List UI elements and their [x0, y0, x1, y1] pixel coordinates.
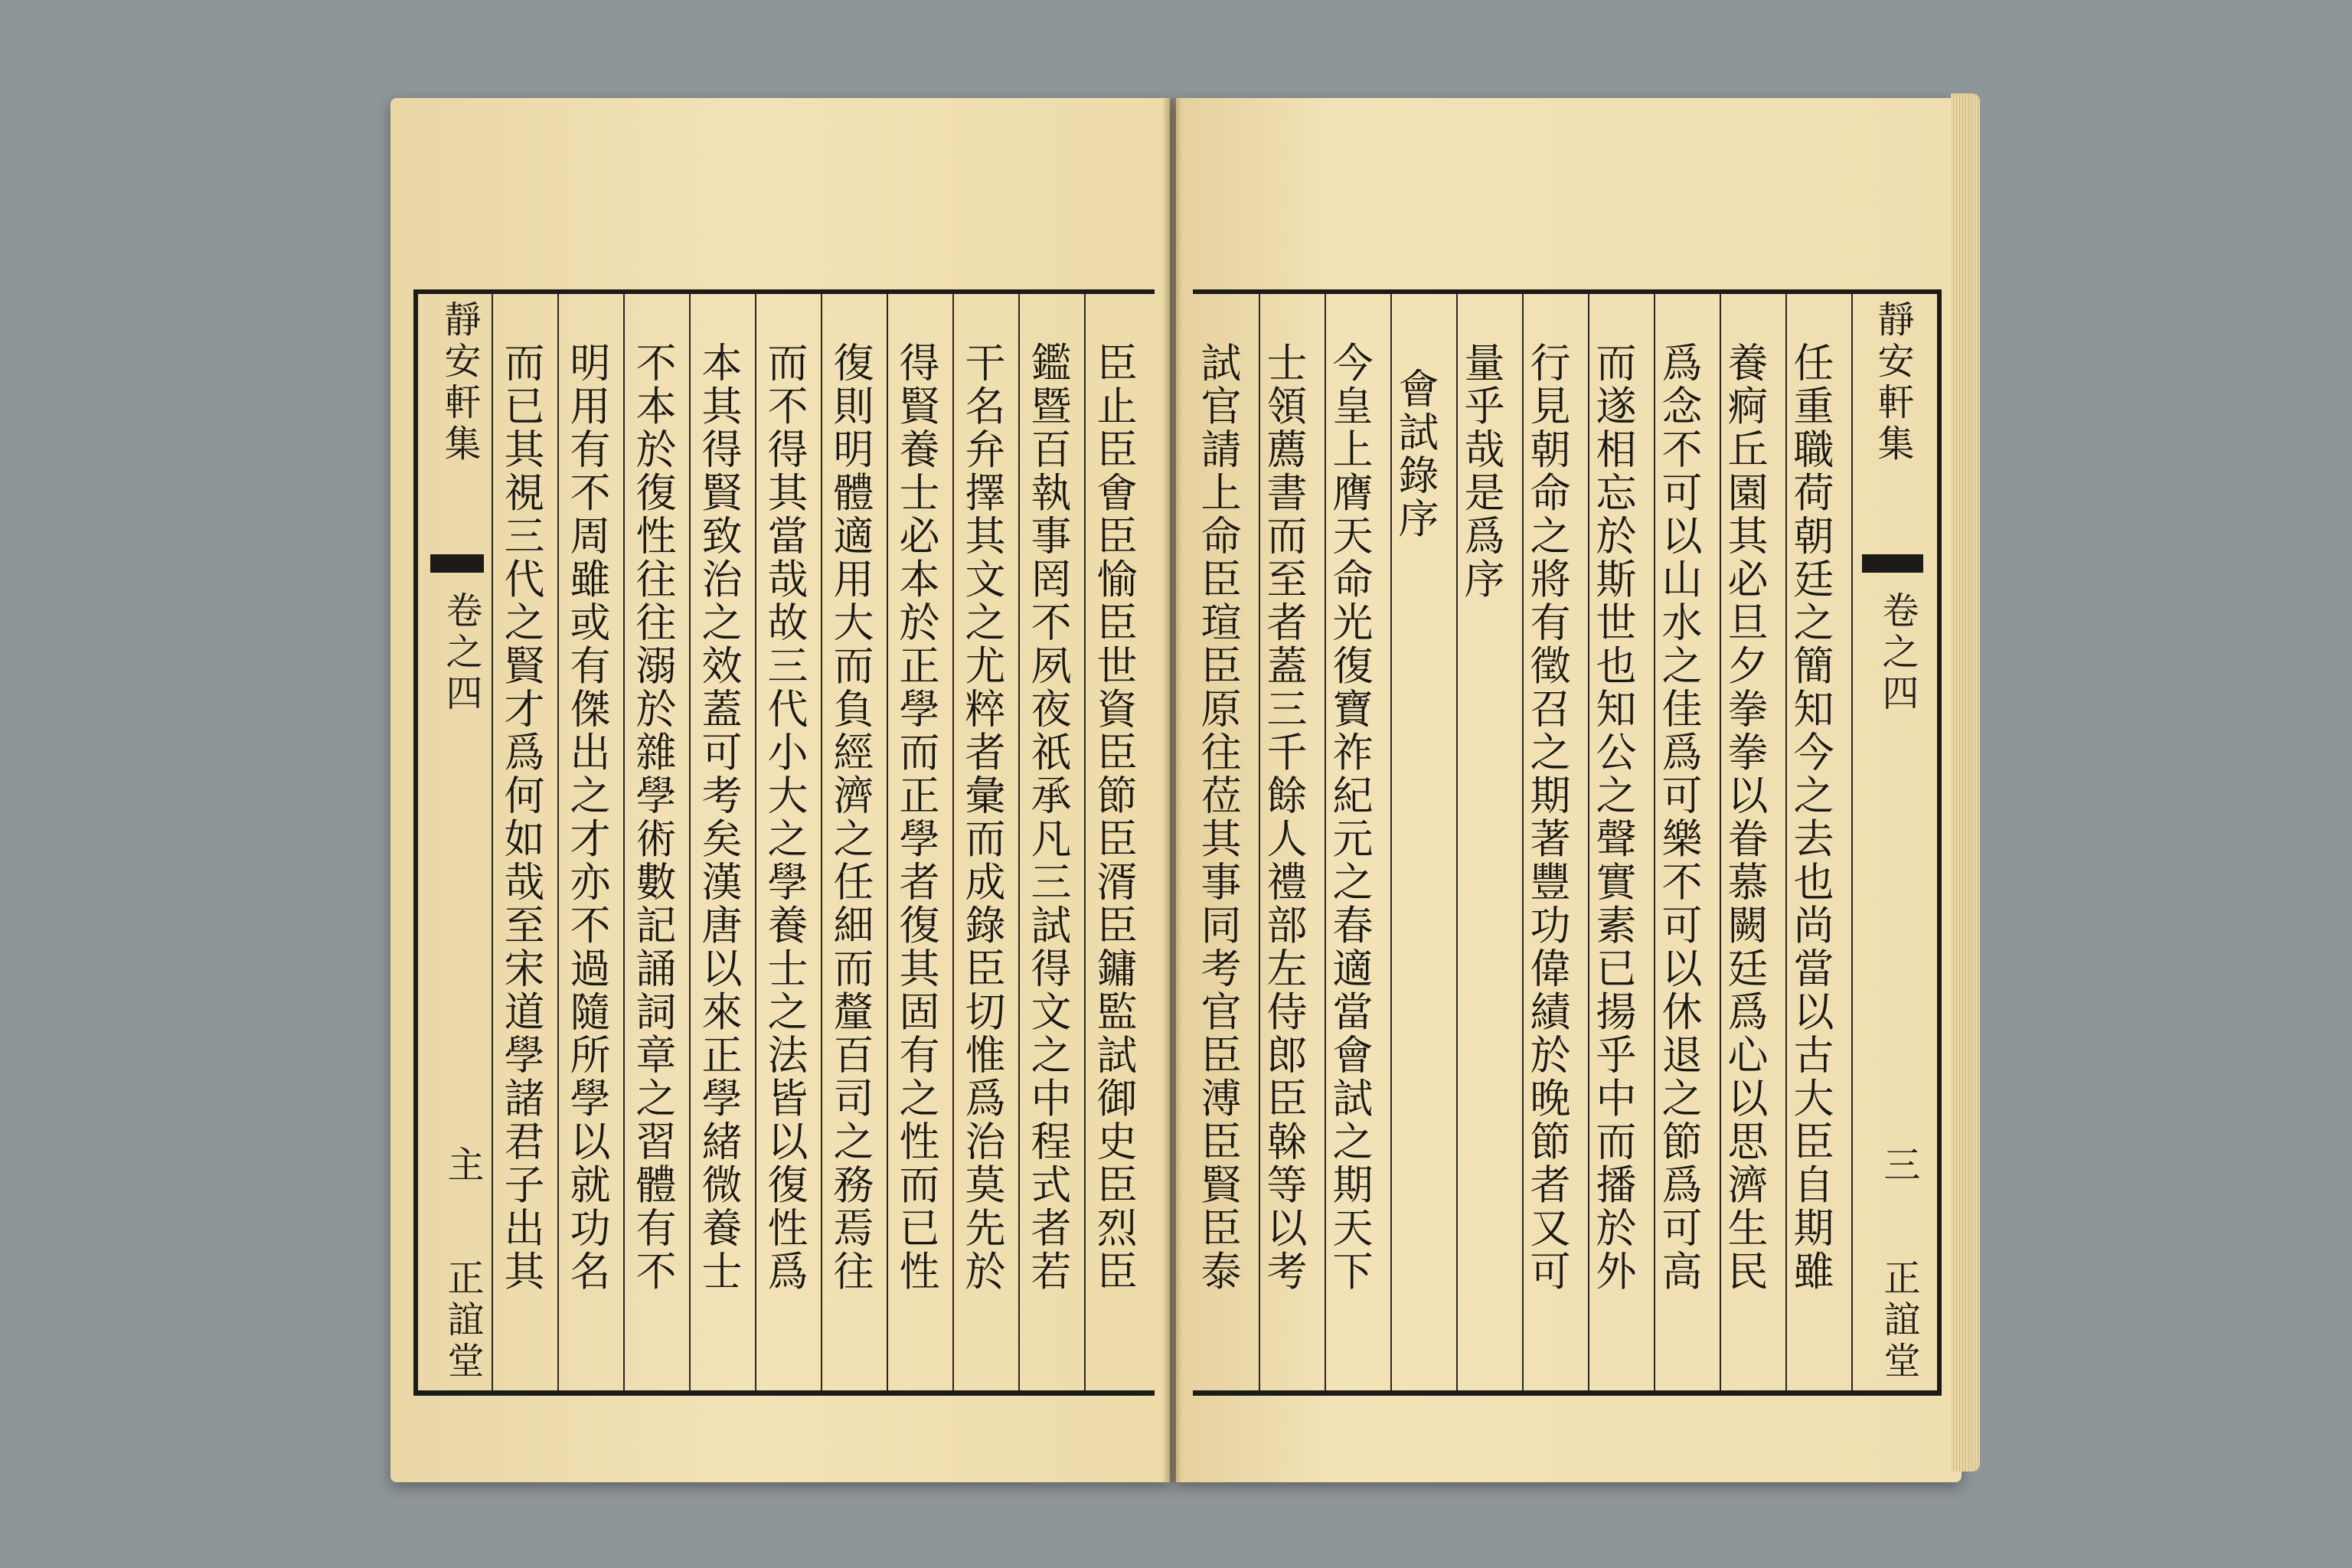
text-column: 而遂相忘於斯世也知公之聲實素已揚乎中而播於外: [1589, 341, 1636, 1293]
fish-tail-mark: [430, 554, 484, 573]
text-column: 量乎哉是爲序: [1458, 341, 1504, 601]
text-column: 任重職荷朝廷之簡知今之去也尚當以古大臣自期雖: [1787, 341, 1834, 1293]
text-column: 不本於復性往往溺於雜學術數記誦詞章之習體有不: [629, 341, 676, 1293]
left-text-frame: [413, 289, 1155, 1396]
fish-tail-mark: [1862, 554, 1923, 573]
right-margin-studio: 正誼堂: [1877, 1259, 1920, 1383]
text-column: 今皇上膺天命光復寶祚紀元之春適當會試之期天下: [1326, 341, 1373, 1293]
text-column: 爲念不可以山水之佳爲可樂不可以休退之節爲可高: [1655, 341, 1702, 1293]
text-column: 而已其視三代之賢才爲何如哉至宋道學諸君子出其: [498, 341, 544, 1293]
column-rule: [952, 294, 954, 1390]
text-column: 得賢養士必本於正學而正學者復其固有之性而已性: [893, 341, 939, 1293]
page-edges: [1951, 93, 1980, 1472]
text-column: 本其得賢致治之效蓋可考矣漢唐以來正學緒微養士: [695, 341, 742, 1293]
column-rule: [492, 294, 493, 1390]
right-margin-folio: 三: [1877, 1145, 1920, 1187]
column-rule: [557, 294, 559, 1390]
section-heading: 會試錄序: [1392, 368, 1439, 541]
left-margin-studio: 正誼堂: [441, 1259, 484, 1383]
left-margin-folio: 主: [441, 1145, 484, 1187]
right-margin-title: 靜安軒集: [1871, 300, 1914, 466]
left-margin-title: 靜安軒集: [438, 300, 481, 466]
text-column: 而不得其當哉故三代小大之學養士之法皆以復性爲: [761, 341, 808, 1293]
column-rule: [623, 294, 625, 1390]
text-column: 明用有不周雖或有傑出之才亦不過隨所學以就功名: [564, 341, 610, 1293]
column-rule: [887, 294, 888, 1390]
text-column: 臣止臣㑹臣愉臣世資臣節臣湑臣鏞監試御史臣烈臣: [1090, 341, 1137, 1293]
column-rule: [689, 294, 691, 1390]
column-rule: [1851, 294, 1853, 1390]
left-margin-volume: 卷之四: [439, 591, 482, 715]
right-margin-volume: 卷之四: [1876, 591, 1919, 715]
text-column: 養痾丘園其必旦夕拳拳以眷慕闕廷爲心以思濟生民: [1721, 341, 1768, 1293]
text-column: 行見朝命之將有徵召之期著豐功偉績於晚節者又可: [1524, 341, 1570, 1293]
text-column: 鑑暨百執事罔不夙夜祇承凡三試得文之中程式者若: [1024, 341, 1071, 1293]
column-rule: [1018, 294, 1020, 1390]
text-column: 士領薦書而至者蓋三千餘人禮部左侍郎臣榦等以考: [1260, 341, 1307, 1293]
text-column: 干名弁擇其文之尤粹者彙而成錄臣切惟爲治莫先於: [959, 341, 1005, 1293]
book-gutter: [1162, 98, 1182, 1482]
text-column: 復則明體適用大而負經濟之任細而釐百司之務焉往: [827, 341, 874, 1293]
column-rule: [755, 294, 756, 1390]
column-rule: [821, 294, 822, 1390]
right-text-frame: [1193, 289, 1942, 1396]
text-column: 試官請上命臣瑄臣原往莅其事同考官臣溥臣賢臣泰: [1194, 341, 1241, 1293]
column-rule: [1084, 294, 1086, 1390]
